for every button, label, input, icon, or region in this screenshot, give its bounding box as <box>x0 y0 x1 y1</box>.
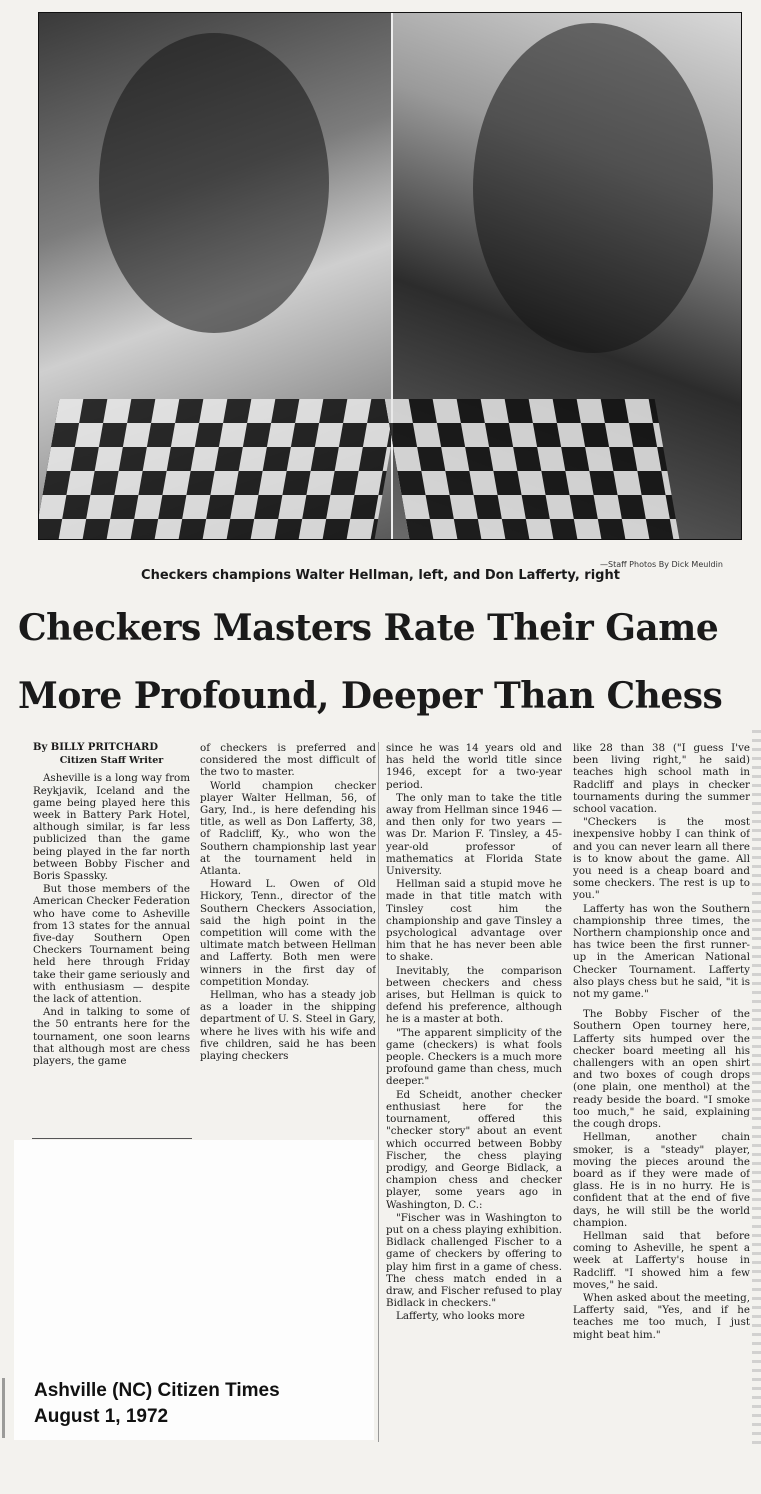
headline-line-2: More Profound, Deeper Than Chess <box>18 675 723 717</box>
paragraph: Asheville is a long way from Reykjavik, Iceland and the game being played here this week in Battery Park Hotel, although similar, is far less publicized than the game being played in the far north between Bobby Fischer and Boris Spassky. <box>33 772 190 883</box>
paragraph: "Fischer was in Washington to put on a chess playing exhibition. Bidlack challenged Fischer to a game of checkers by offering to play him first in a game of chess. The chess match ended in a draw, and Fischer refused to play Bidlack in checkers." <box>386 1211 562 1310</box>
news-photographs <box>38 12 742 540</box>
column-separator <box>378 742 379 1442</box>
byline: By BILLY PRITCHARD <box>33 742 159 753</box>
paragraph: "Checkers is the most inexpensive hobby I can think of and you can never learn all there is to know about the game. All you need is a cheap board and some checkers. The rest is up to you." <box>573 816 750 902</box>
paragraph: World champion checker player Walter Hellman, 56, of Gary, Ind., is here defending his title, as well as Don Lafferty, 38, of Radcliff, Ky., who won the Southern championship last year at the tournament held in Atlanta. <box>200 779 376 878</box>
paragraph: since he was 14 years old and has held the world title since 1946, except for a two-year period. <box>386 742 562 791</box>
paragraph: The only man to take the title away from Hellman since 1946 — and then only for two years — was Dr. Marion F. Tinsley, a 45-year-old professor of mathematics at Florida State University. <box>386 791 562 878</box>
paragraph: When asked about the meeting, Lafferty said, "Yes, and if he teaches me too much, I just might beat him." <box>573 1291 750 1341</box>
paragraph: Hellman said that before coming to Asheville, he spent a week at Lafferty's house in Radcliff. "I showed him a few moves," he said. <box>573 1229 750 1291</box>
player-figure-left <box>99 33 329 333</box>
adjacent-column-edge <box>752 730 761 1450</box>
paragraph: Hellman, who has a steady job as a loader in the shipping department of U. S. Steel in Gary, where he lives with his wife and five children, said he has been playing checkers <box>200 989 376 1063</box>
paragraph: Hellman said a stupid move he made in that title match with Tinsley cost him the championship and gave Tinsley a psychological advantage over him that he has never been able to shake. <box>386 878 562 964</box>
article-column-4 <box>573 742 750 1442</box>
paragraph: Howard L. Owen of Old Hickory, Tenn., director of the Southern Checkers Association, said the high point in the competition will come with the ultimate match between Hellman and Lafferty. Both men were winners in the first day of competition Monday. <box>200 878 376 988</box>
paragraph: And in talking to some of the 50 entrants here for the tournament, one soon learns that although most are chess players, the game <box>33 1006 190 1068</box>
headline-line-1: Checkers Masters Rate Their Game <box>18 607 719 649</box>
source-label <box>34 1378 280 1430</box>
checkerboard-right <box>385 399 680 539</box>
paragraph: But those members of the American Checker Federation who have come to Asheville from 13 states for the annual five-day Southern Open Checkers Tournament being held here through Friday take their game seriously and with enthusiasm — despite the lack of attention. <box>33 883 190 1006</box>
paragraph: "The apparent simplicity of the game (checkers) is what fools people. Checkers is a much more profound game than chess, much deeper." <box>386 1026 562 1088</box>
paragraph: Lafferty has won the Southern championship three times, the Northern championship once and has twice been the first runner-up in the American National Checker Tournament. Lafferty also plays chess but he said, "it is not my game." <box>573 902 750 1001</box>
paragraph: Inevitably, the comparison between checkers and chess arises, but Hellman is quick to defend his preference, although he is a master at both. <box>386 964 562 1026</box>
photo-don-lafferty <box>393 13 741 539</box>
photo-caption: Checkers champions Walter Hellman, left, and Don Lafferty, right <box>141 568 620 583</box>
paragraph: Ed Scheidt, another checker enthusiast here for the tournament, offered this "checker story" about an event which occurred between Bobby Fischer, the chess playing prodigy, and George Bidlack, a champion chess and checker player, some years ago in Washington, D. C.: <box>386 1088 562 1211</box>
article-column-3 <box>386 742 562 1442</box>
paragraph: of checkers is preferred and considered the most difficult of the two to master. <box>200 742 376 779</box>
left-margin-mark <box>2 1378 5 1438</box>
paragraph: The Bobby Fischer of the Southern Open tourney here, Lafferty sits humped over the checker board meeting all his challengers with an open shirt and two boxes of cough drops (one plain, one menthol) at the ready beside the board. "I smoke too much," he said, explaining the cough drops. <box>573 1008 750 1131</box>
article-column-1 <box>33 742 190 1138</box>
photo-credit: —Staff Photos By Dick Meuldin <box>600 560 723 569</box>
paragraph: Hellman, another chain smoker, is a "steady" player, moving the pieces around the board as if they were made of glass. He is in no hurry. He is confident that at the end of five days, he will still be the world champion. <box>573 1131 750 1229</box>
column-rule <box>32 1138 192 1139</box>
checkerboard-left <box>38 399 399 539</box>
player-figure-right <box>473 23 713 353</box>
source-publication: Ashville (NC) Citizen Times <box>34 1380 280 1401</box>
paragraph: like 28 than 38 ("I guess I've been living right," he said) teaches high school math in Radcliff and plays in checker tournaments during the summer school vacation. <box>573 742 750 816</box>
source-date: August 1, 1972 <box>34 1406 169 1427</box>
photo-walter-hellman <box>39 13 391 539</box>
article-column-2 <box>200 742 376 1132</box>
paragraph: Lafferty, who looks more <box>396 1310 525 1323</box>
byline-title: Citizen Staff Writer <box>59 755 164 767</box>
